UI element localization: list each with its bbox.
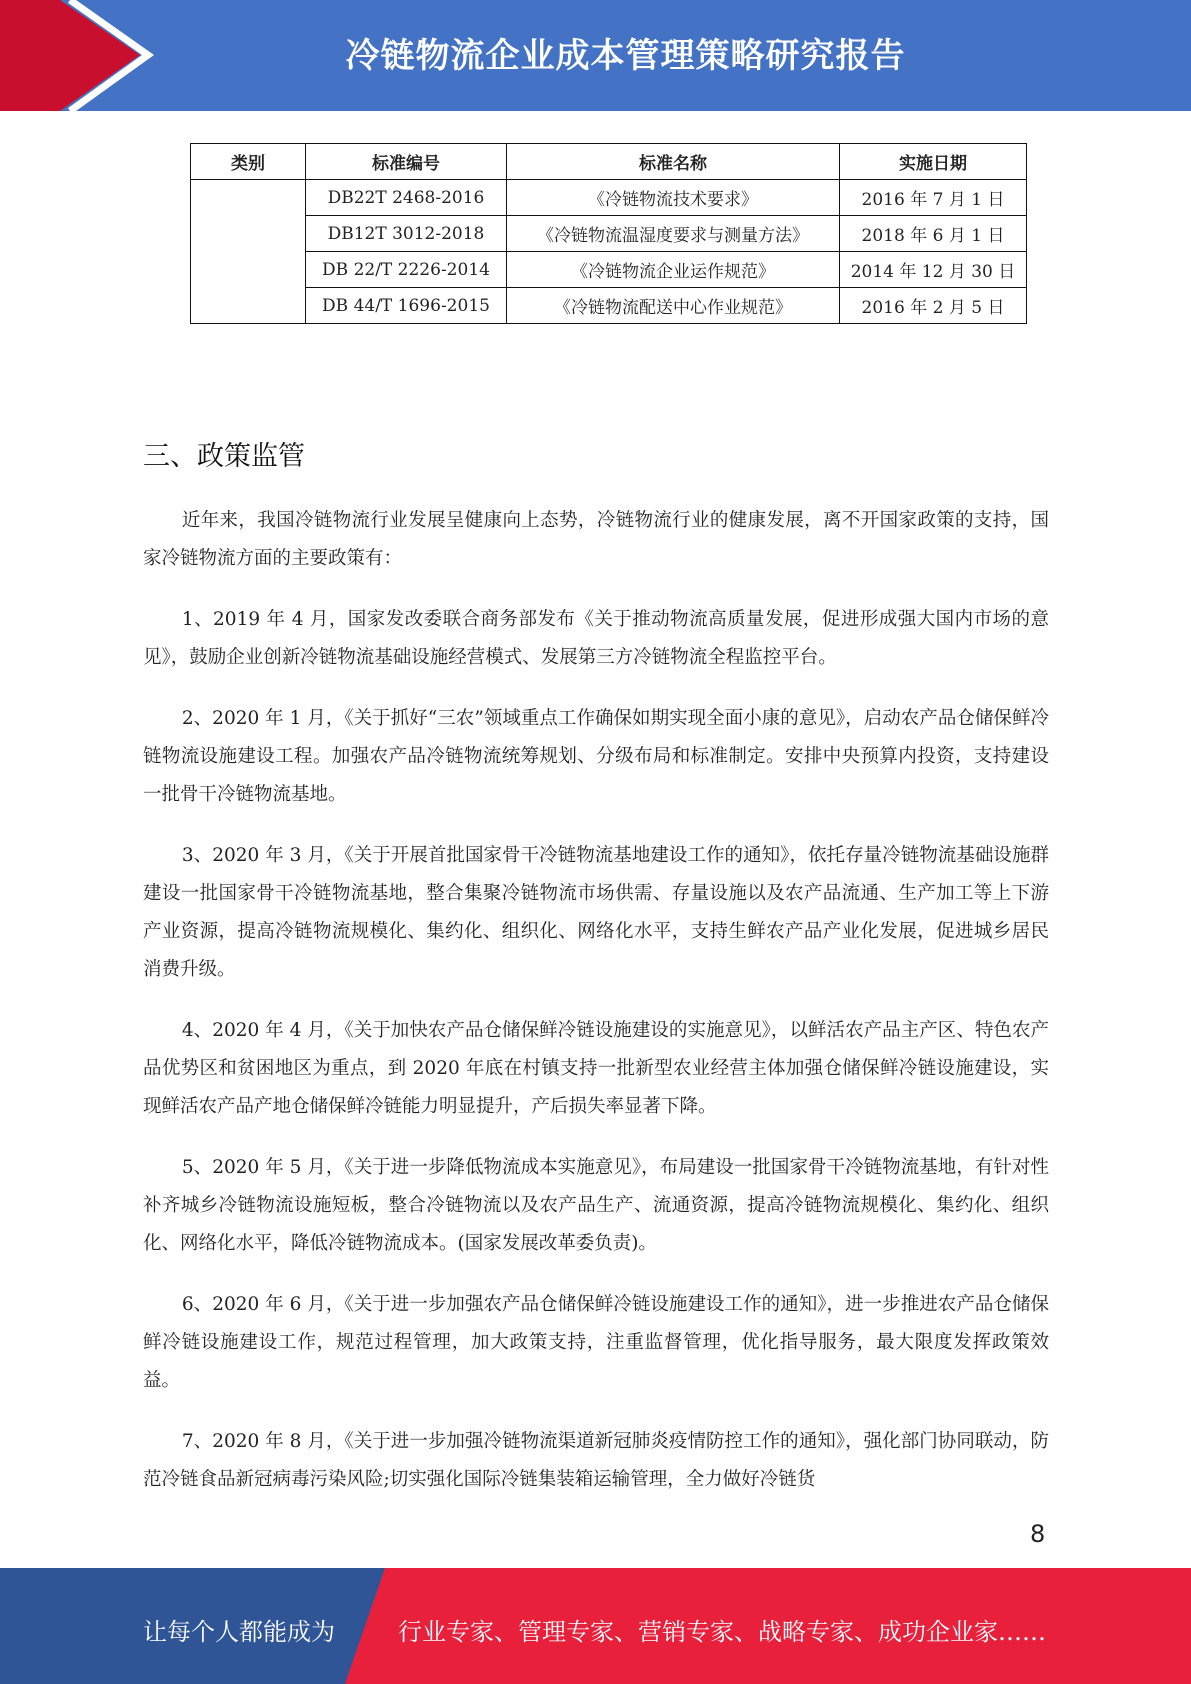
header-standard-name: 标准名称 [507, 144, 840, 180]
effective-date-cell: 2016 年 7 月 1 日 [840, 180, 1027, 216]
effective-date-cell: 2016 年 2 月 5 日 [840, 288, 1027, 324]
policy-paragraph: 1、2019 年 4 月，国家发改委联合商务部发布《关于推动物流高质量发展，促进形成强大国内市场的意见》，鼓励企业创新冷链物流基础设施经营模式、发展第三方冷链物流全程监控平台。 [143, 609, 1049, 668]
section-body [143, 502, 1049, 1522]
standard-number-cell: DB 44/T 1696-2015 [306, 288, 507, 324]
policy-paragraph: 2、2020 年 1 月，《关于抓好“三农”领域重点工作确保如期实现全面小康的意见》，启动农产品仓储保鲜冷链物流设施建设工程。加强农产品冷链物流统筹规划、分级布局和标准制定。安排中央预算内投资，支持建设一批骨干冷链物流基地。 [143, 708, 1049, 805]
table-row [191, 288, 1027, 324]
header-category: 类别 [191, 144, 306, 180]
report-title: 冷链物流企业成本管理策略研究报告 [345, 36, 906, 76]
standard-number-cell: DB 22/T 2226-2014 [306, 252, 507, 288]
effective-date-cell: 2014 年 12 月 30 日 [840, 252, 1027, 288]
header-effective-date: 实施日期 [840, 144, 1027, 180]
standard-name-cell: 《冷链物流温湿度要求与测量方法》 [507, 216, 840, 252]
standard-name-cell: 《冷链物流技术要求》 [507, 180, 840, 216]
policy-paragraph: 6、2020 年 6 月，《关于进一步加强农产品仓储保鲜冷链设施建设工作的通知》，进一步推进农产品仓储保鲜冷链设施建设工作，规范过程管理，加大政策支持，注重监督管理，优化指导服务，最大限度发挥政策效益。 [143, 1294, 1049, 1391]
page-header [0, 0, 1191, 111]
standards-table [190, 143, 1027, 324]
standard-number-cell: DB22T 2468-2016 [306, 180, 507, 216]
policy-paragraph: 3、2020 年 3 月，《关于开展首批国家骨干冷链物流基地建设工作的通知》，依托存量冷链物流基础设施群建设一批国家骨干冷链物流基地，整合集聚冷链物流市场供需、存量设施以及农产品流通、生产加工等上下游产业资源，提高冷链物流规模化、集约化、组织化、网络化水平，支持生鲜农产品产业化发展，促进城乡居民消费升级。 [143, 845, 1049, 980]
effective-date-cell: 2018 年 6 月 1 日 [840, 216, 1027, 252]
section-heading: 三、政策监管 [143, 441, 305, 472]
table-row [191, 180, 1027, 216]
footer-slogan-left: 让每个人都能成为 [143, 1618, 335, 1646]
policy-paragraph: 7、2020 年 8 月，《关于进一步加强冷链物流渠道新冠肺炎疫情防控工作的通知》，强化部门协同联动，防范冷链食品新冠病毒污染风险;切实强化国际冷链集装箱运输管理，全力做好冷链货 [143, 1431, 1049, 1490]
category-cell [191, 180, 306, 324]
header-standard-number: 标准编号 [306, 144, 507, 180]
policy-paragraph: 5、2020 年 5 月，《关于进一步降低物流成本实施意见》，布局建设一批国家骨干冷链物流基地，有针对性补齐城乡冷链物流设施短板，整合冷链物流以及农产品生产、流通资源，提高冷链物流规模化、集约化、组织化、网络化水平，降低冷链物流成本。(国家发展改革委负责)。 [143, 1157, 1049, 1254]
page-footer [0, 1568, 1191, 1684]
table-row [191, 252, 1027, 288]
table-row [191, 216, 1027, 252]
intro-paragraph: 近年来，我国冷链物流行业发展呈健康向上态势，冷链物流行业的健康发展，离不开国家政策的支持，国家冷链物流方面的主要政策有： [143, 510, 1049, 569]
footer-slogan-right: 行业专家、管理专家、营销专家、战略专家、成功企业家…… [398, 1618, 1046, 1646]
standard-name-cell: 《冷链物流配送中心作业规范》 [507, 288, 840, 324]
page-number: 8 [1030, 1520, 1046, 1548]
standard-name-cell: 《冷链物流企业运作规范》 [507, 252, 840, 288]
table-header-row [191, 144, 1027, 180]
standard-number-cell: DB12T 3012-2018 [306, 216, 507, 252]
policy-paragraph: 4、2020 年 4 月，《关于加快农产品仓储保鲜冷链设施建设的实施意见》，以鲜活农产品主产区、特色农产品优势区和贫困地区为重点，到 2020 年底在村镇支持一批新型农业经营主体加强仓储保鲜冷链设施建设，实现鲜活农产品产地仓储保鲜冷链能力明显提升，产后损失率显著下降。 [143, 1020, 1049, 1117]
